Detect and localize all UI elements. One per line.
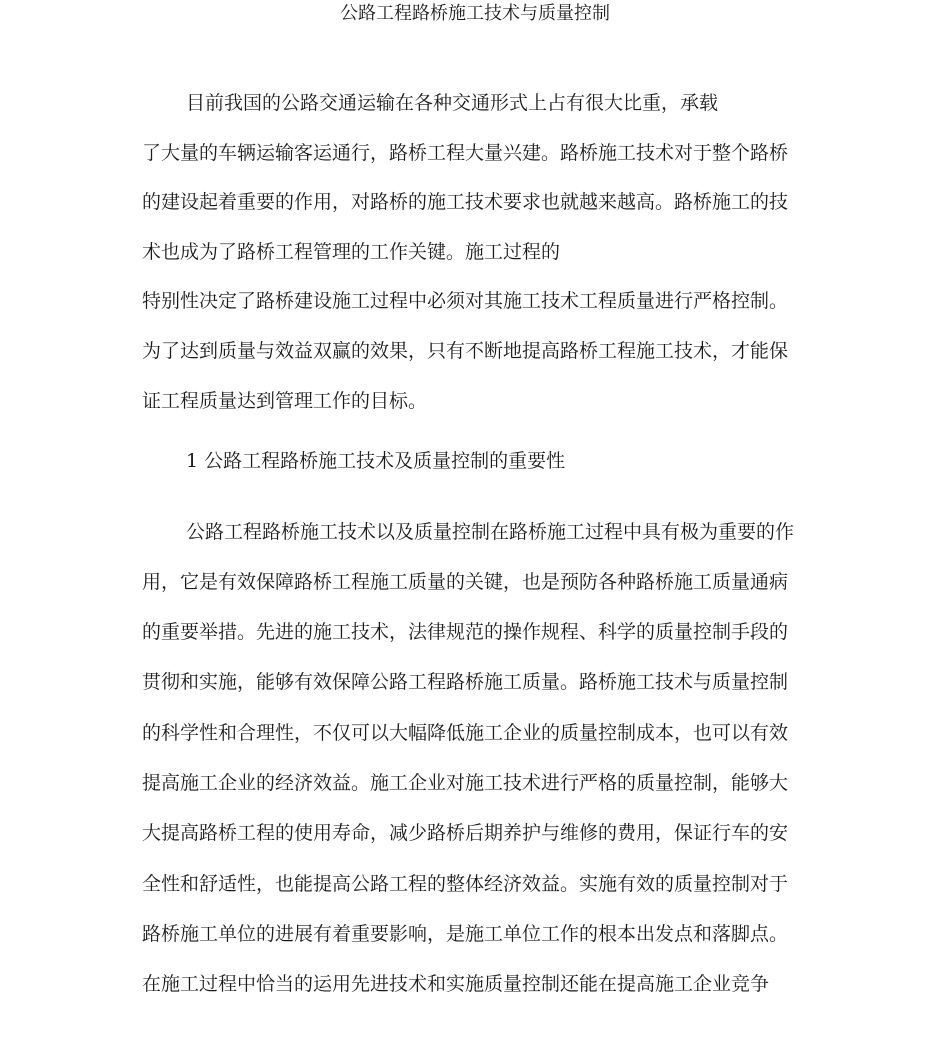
paragraph-1-line-7: 证工程质量达到管理工作的目标。 [142, 390, 428, 412]
paragraph-1-line-6: 为了达到质量与效益双赢的效果，只有不断地提高路桥工程施工技术，才能保 [142, 340, 789, 362]
paragraph-2-line-4: 贯彻和实施，能够有效保障公路工程路桥施工质量。路桥施工技术与质量控制 [142, 671, 789, 693]
paragraph-2-line-6: 提高施工企业的经济效益。施工企业对施工技术进行严格的质量控制，能够大 [142, 772, 789, 794]
paragraph-2-line-8: 全性和舒适性，也能提高公路工程的整体经济效益。实施有效的质量控制对于 [142, 873, 789, 895]
paragraph-1-line-3: 的建设起着重要的作用，对路桥的施工技术要求也就越来越高。路桥施工的技 [142, 191, 789, 213]
paragraph-2-line-2: 用，它是有效保障路桥工程施工质量的关键，也是预防各种路桥施工质量通病 [142, 571, 789, 593]
paragraph-2-line-7: 大提高路桥工程的使用寿命，减少路桥后期养护与维修的费用，保证行车的安 [142, 822, 789, 844]
paragraph-2-line-1: 公路工程路桥施工技术以及质量控制在路桥施工过程中具有极为重要的作 [186, 521, 795, 543]
document-title: 公路工程路桥施工技术与质量控制 [340, 3, 610, 24]
paragraph-1-line-4: 术也成为了路桥工程管理的工作关键。施工过程的 [142, 241, 561, 263]
paragraph-1-line-1: 目前我国的公路交通运输在各种交通形式上占有很大比重，承载 [186, 92, 719, 114]
paragraph-1-line-2: 了大量的车辆运输客运通行，路桥工程大量兴建。路桥施工技术对于整个路桥 [142, 142, 789, 164]
section-heading-1: 1 公路工程路桥施工技术及质量控制的重要性 [186, 450, 566, 472]
paragraph-2-line-5: 的科学性和合理性，不仅可以大幅降低施工企业的质量控制成本，也可以有效 [142, 722, 789, 744]
paragraph-2-line-9: 路桥施工单位的进展有着重要影响，是施工单位工作的根本出发点和落脚点。 [142, 923, 789, 945]
paragraph-2-line-3: 的重要举措。先进的施工技术，法律规范的操作规程、科学的质量控制手段的 [142, 621, 789, 643]
paragraph-2-line-10: 在施工过程中恰当的运用先进技术和实施质量控制还能在提高施工企业竞争 [142, 973, 770, 995]
paragraph-1-line-5: 特别性决定了路桥建设施工过程中必须对其施工技术工程质量进行严格控制。 [142, 290, 789, 312]
